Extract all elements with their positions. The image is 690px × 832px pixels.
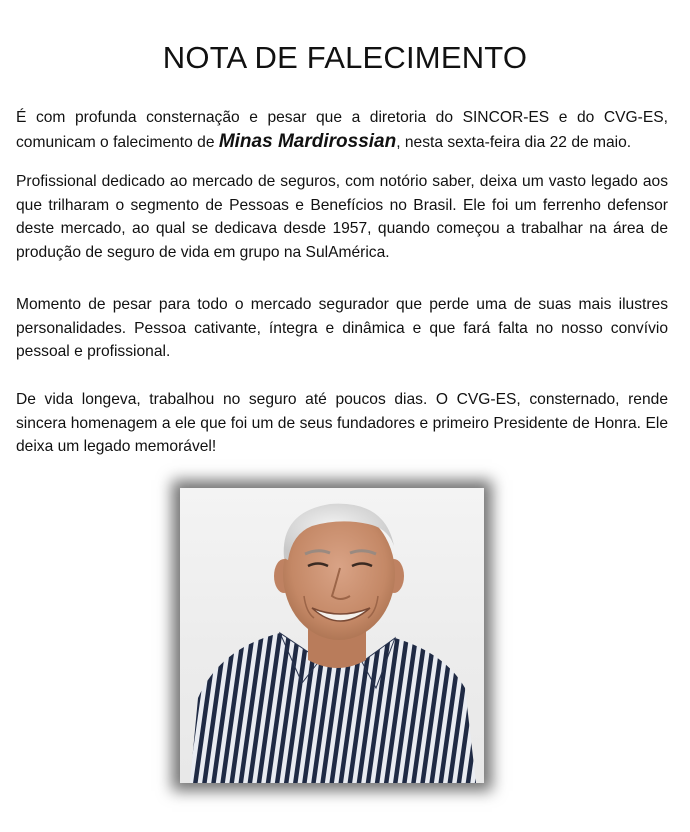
paragraph-career: Profissional dedicado ao mercado de seguros, com notório saber, deixa um vasto legado aos que trilharam o segmento de Pessoas e Benefícios no Brasil. Ele foi um ferrenho defensor deste mercado, ao qual se dedicava desde 1957, quando começou a trabalhar na área de produção de seguro de vida em grupo na SulAmérica. (16, 173, 668, 261)
paragraph-tribute: Momento de pesar para todo o mercado segurador que perde uma de suas mais ilustres personalidades. Pessoa cativante, íntegra e dinâmica e que fará falta no nosso convívio pessoal e profissional. (16, 296, 668, 361)
portrait-photo (180, 488, 484, 783)
paragraph-announcement (16, 106, 668, 154)
paragraph-legacy: De vida longeva, trabalhou no seguro até poucos dias. O CVG-ES, consternado, rende sincera homenagem a ele que foi um de seus fundadores e primeiro Presidente de Honra. Ele deixa um legado memorável! (16, 391, 668, 456)
page-title: NOTA DE FALECIMENTO (162, 40, 528, 75)
announcement-text-end: , nesta sexta-feira dia 22 de maio. (396, 133, 632, 151)
deceased-name: Minas Mardirossian (218, 130, 397, 152)
portrait-illustration (180, 488, 484, 783)
announcement-text-start: É com profunda consternação e pesar que a diretoria do SINCOR-ES e do CVG-ES, comunicam o falecimento de (16, 109, 668, 151)
